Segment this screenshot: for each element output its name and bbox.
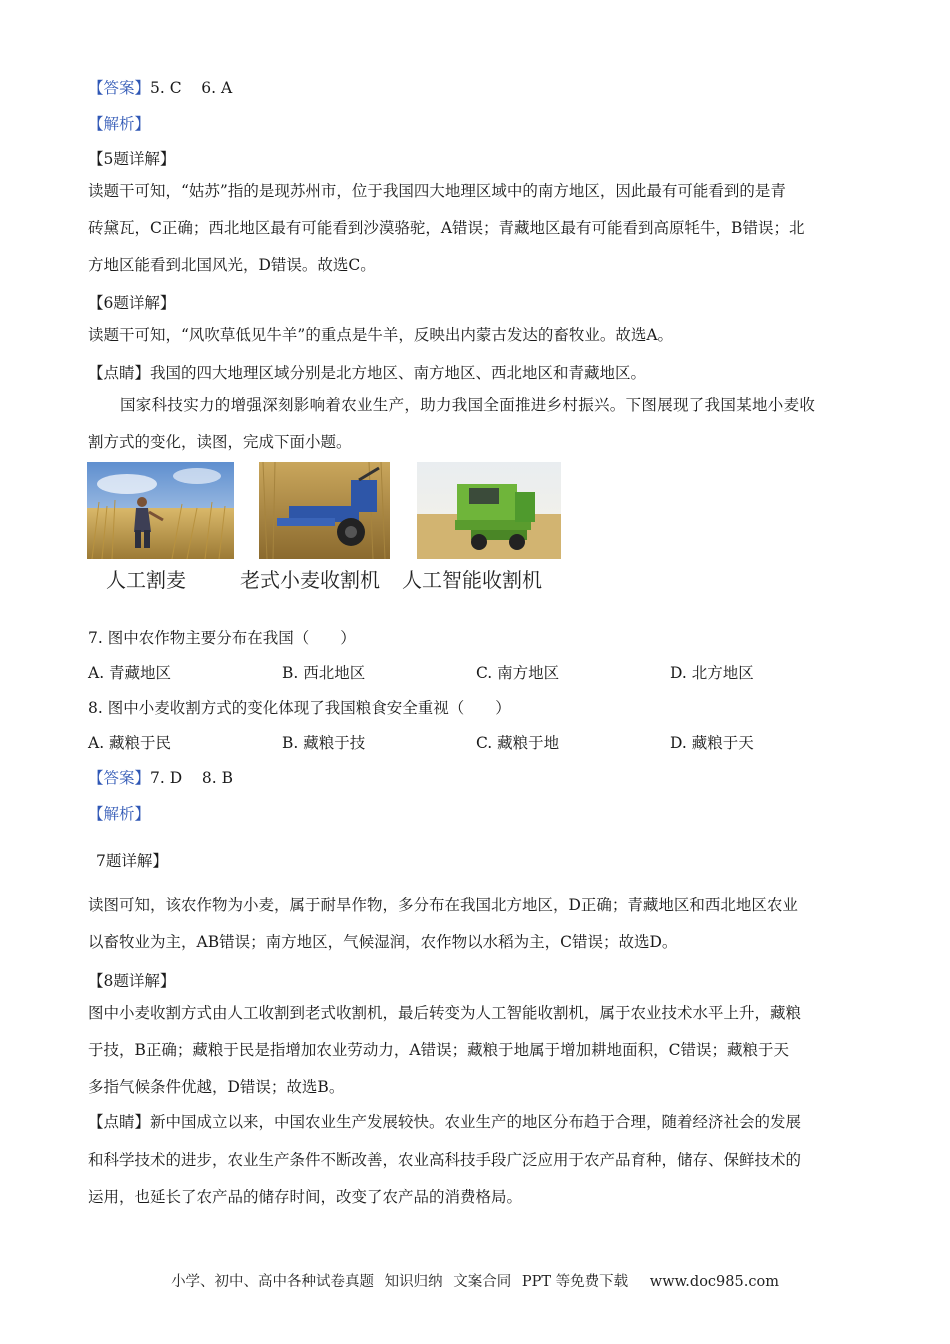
tip-tag: 【点睛】 xyxy=(88,364,151,382)
q8-option-b: B. 藏粮于技 xyxy=(282,734,366,752)
answer-tag-2: 【答案】 xyxy=(88,769,151,787)
old-harvester-photo xyxy=(259,462,390,559)
q8-stem: 8. 图中小麦收割方式的变化体现了我国粮食安全重视（ ） xyxy=(88,699,511,717)
q7-line-2: 以畜牧业为主，AB错误；南方地区，气候湿润，农作物以水稻为主，C错误；故选D。 xyxy=(88,933,678,951)
answer-line-7-8 xyxy=(88,766,233,788)
footer-item-2: 知识归纳 xyxy=(384,1274,443,1290)
q8-line-3: 多指气候条件优越，D错误；故选B。 xyxy=(88,1078,345,1096)
answer-value: 5. C 6. A xyxy=(150,79,233,97)
caption-old-harvester: 老式小麦收割机 xyxy=(240,568,380,592)
tip-line-2-3: 运用，也延长了农产品的储存时间，改变了农产品的消费格局。 xyxy=(88,1188,523,1206)
q7-stem: 7. 图中农作物主要分布在我国（ ） xyxy=(88,629,356,647)
manual-harvest-photo xyxy=(87,462,234,559)
q5-line-1: 读题干可知，“姑苏”指的是现苏州市，位于我国四大地理区域中的南方地区，因此最有可能看到的是青 xyxy=(88,182,786,200)
caption-manual-harvest: 人工割麦 xyxy=(106,568,186,592)
q6-heading: 【6题详解】 xyxy=(88,294,176,312)
q8-option-c: C. 藏粮于地 xyxy=(476,734,560,752)
tip-text: 我国的四大地理区域分别是北方地区、南方地区、西北地区和青藏地区。 xyxy=(150,364,647,382)
footer-item-3: 文案合同 xyxy=(453,1274,512,1290)
caption-ai-harvester: 人工智能收割机 xyxy=(402,568,542,592)
q7-heading: 7题详解】 xyxy=(96,852,168,870)
q5-line-2: 砖黛瓦，C正确；西北地区最有可能看到沙漠骆驼，A错误；青藏地区最有可能看到高原牦牛，B错误；北 xyxy=(88,219,805,237)
page-footer xyxy=(0,1270,950,1291)
q8-line-2: 于技，B正确；藏粮于民是指增加农业劳动力，A错误；藏粮于地属于增加耕地面积，C错误；藏粮于天 xyxy=(88,1041,789,1059)
q7-option-d: D. 北方地区 xyxy=(670,664,754,682)
q8-heading: 【8题详解】 xyxy=(88,972,176,990)
ai-harvester-photo xyxy=(417,462,561,559)
footer-item-4: PPT 等免费下载 xyxy=(521,1274,629,1290)
q5-line-3: 方地区能看到北国风光，D错误。故选C。 xyxy=(88,256,376,274)
q7-option-a: A. 青藏地区 xyxy=(88,664,172,682)
q8-option-a: A. 藏粮于民 xyxy=(88,734,172,752)
tip-line-2-2: 和科学技术的进步，农业生产条件不断改善，农业高科技手段广泛应用于农产品育种，储存、保鲜技术的 xyxy=(88,1151,802,1169)
ai-harvester-image xyxy=(417,462,561,559)
manual-harvest-image xyxy=(87,462,234,559)
analysis-tag-2: 【解析】 xyxy=(88,805,151,823)
old-harvester-image xyxy=(259,462,390,559)
tip-line-2-1 xyxy=(88,1113,801,1131)
answer-line-5-6 xyxy=(88,76,232,98)
intro-line-2: 割方式的变化，读图，完成下面小题。 xyxy=(88,433,352,451)
answer-tag: 【答案】 xyxy=(88,79,151,97)
footer-item-1: 小学、初中、高中各种试卷真题 xyxy=(171,1274,375,1290)
answer-value-2: 7. D 8. B xyxy=(150,769,233,787)
tip-text-2-1: 新中国成立以来，中国农业生产发展较快。农业生产的地区分布趋于合理，随着经济社会的发展 xyxy=(150,1113,802,1131)
q7-option-c: C. 南方地区 xyxy=(476,664,560,682)
q8-line-1: 图中小麦收割方式由人工收割到老式收割机，最后转变为人工智能收割机，属于农业技术水平上升，藏粮 xyxy=(88,1004,802,1022)
q5-heading: 【5题详解】 xyxy=(88,150,176,168)
q7-line-1: 读图可知，该农作物为小麦，属于耐旱作物，多分布在我国北方地区，D正确；青藏地区和西北地区农业 xyxy=(88,896,798,914)
analysis-tag: 【解析】 xyxy=(88,115,151,133)
footer-link[interactable]: www.doc985.com xyxy=(649,1274,779,1290)
tip-line-1 xyxy=(88,361,646,383)
q8-option-d: D. 藏粮于天 xyxy=(670,734,754,752)
tip-tag-2: 【点睛】 xyxy=(88,1113,151,1131)
intro-line-1: 国家科技实力的增强深刻影响着农业生产，助力我国全面推进乡村振兴。下图展现了我国某地小麦收 xyxy=(120,396,816,414)
q6-line-1: 读题干可知，“风吹草低见牛羊”的重点是牛羊，反映出内蒙古发达的畜牧业。故选A。 xyxy=(88,326,674,344)
q7-option-b: B. 西北地区 xyxy=(282,664,366,682)
